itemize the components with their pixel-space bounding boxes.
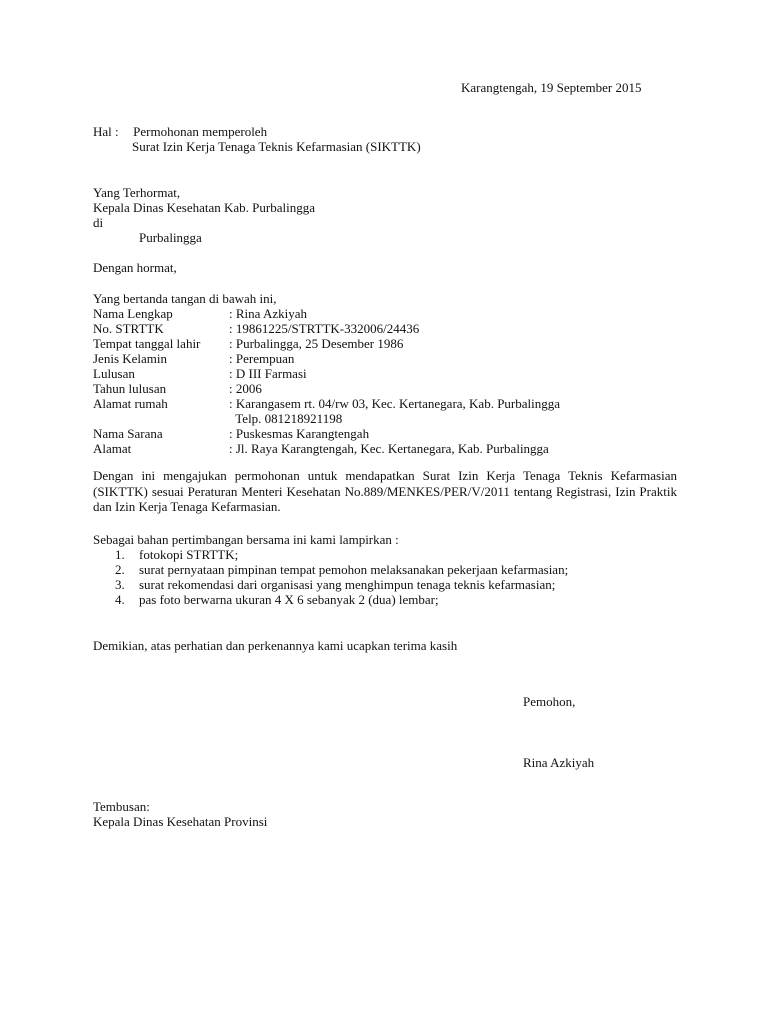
list-item-text: surat pernyataan pimpinan tempat pemohon melaksanakan pekerjaan kefarmasian; [139, 562, 569, 577]
body-paragraph: Dengan ini mengajukan permohonan untuk mendapatkan Surat Izin Kerja Tenaga Teknis Kefarmasian (SIKTTK) sesuai Peraturan Menteri Kesehatan No.889/MENKES/PER/V/2011 tentang Registrasi, Izin Praktik dan Izin Kerja Tenaga Kefarmasian. [93, 468, 677, 514]
recipient-salutation: Yang Terhormat, [93, 185, 181, 200]
cc-block [93, 799, 267, 829]
field-row [93, 321, 693, 336]
field-label: Nama Sarana [93, 426, 163, 441]
field-label: Tempat tanggal lahir [93, 336, 201, 351]
field-value: : 2006 [229, 381, 262, 396]
list-item [93, 562, 693, 577]
list-item [93, 547, 693, 562]
field-value: Telp. 081218921198 [229, 411, 343, 426]
cc-label: Tembusan: [93, 799, 150, 814]
field-row [93, 396, 693, 411]
field-value: : Karangasem rt. 04/rw 03, Kec. Kertanegara, Kab. Purbalingga [229, 396, 561, 411]
field-row [93, 366, 693, 381]
recipient-city: Purbalingga [139, 230, 202, 245]
field-value: : Jl. Raya Karangtengah, Kec. Kertanegara, Kab. Purbalingga [229, 441, 549, 456]
field-label: Alamat [93, 441, 132, 456]
identity-block [93, 291, 693, 456]
list-item-text: fotokopi STRTTK; [139, 547, 239, 562]
cc-recipient: Kepala Dinas Kesehatan Provinsi [93, 814, 268, 829]
greeting: Dengan hormat, [93, 260, 177, 275]
list-item-number: 3. [115, 577, 125, 592]
recipient-block [93, 185, 315, 245]
recipient-name: Kepala Dinas Kesehatan Kab. Purbalingga [93, 200, 316, 215]
field-value: : Purbalingga, 25 Desember 1986 [229, 336, 404, 351]
field-value: : Puskesmas Karangtengah [229, 426, 370, 441]
attachments-intro: Sebagai bahan pertimbangan bersama ini kami lampirkan : [93, 532, 399, 547]
signature-name: Rina Azkiyah [523, 755, 595, 770]
field-label: Jenis Kelamin [93, 351, 168, 366]
field-value: : Perempuan [229, 351, 295, 366]
attachments-block [93, 532, 693, 607]
subject-line-2: Surat Izin Kerja Tenaga Teknis Kefarmasian (SIKTTK) [132, 139, 421, 154]
subject-line-1: Permohonan memperoleh [133, 124, 268, 139]
closing-text: Demikian, atas perhatian dan perkenannya kami ucapkan terima kasih [93, 638, 458, 653]
field-value: : 19861225/STRTTK-332006/24436 [229, 321, 420, 336]
list-item-number: 2. [115, 562, 125, 577]
field-row [93, 441, 693, 456]
field-label: Lulusan [93, 366, 135, 381]
field-value: : D III Farmasi [229, 366, 307, 381]
field-row [93, 411, 693, 426]
field-row [93, 306, 693, 321]
signature-role: Pemohon, [523, 694, 576, 709]
field-label: No. STRTTK [93, 321, 164, 336]
intro-text: Yang bertanda tangan di bawah ini, [93, 291, 277, 306]
field-label: Tahun lulusan [93, 381, 167, 396]
recipient-di: di [93, 215, 104, 230]
field-value: : Rina Azkiyah [229, 306, 307, 321]
field-row [93, 426, 693, 441]
list-item [93, 592, 693, 607]
list-item [93, 577, 693, 592]
list-item-text: pas foto berwarna ukuran 4 X 6 sebanyak 2 (dua) lembar; [139, 592, 439, 607]
field-label: Alamat rumah [93, 396, 168, 411]
field-row [93, 336, 693, 351]
list-item-number: 4. [115, 592, 125, 607]
field-label: Nama Lengkap [93, 306, 173, 321]
subject-block [93, 124, 267, 139]
field-row [93, 381, 693, 396]
field-row [93, 351, 693, 366]
subject-label: Hal : [93, 124, 119, 139]
list-item-text: surat rekomendasi dari organisasi yang menghimpun tenaga teknis kefarmasian; [139, 577, 556, 592]
letter-date: Karangtengah, 19 September 2015 [461, 80, 642, 95]
list-item-number: 1. [115, 547, 125, 562]
